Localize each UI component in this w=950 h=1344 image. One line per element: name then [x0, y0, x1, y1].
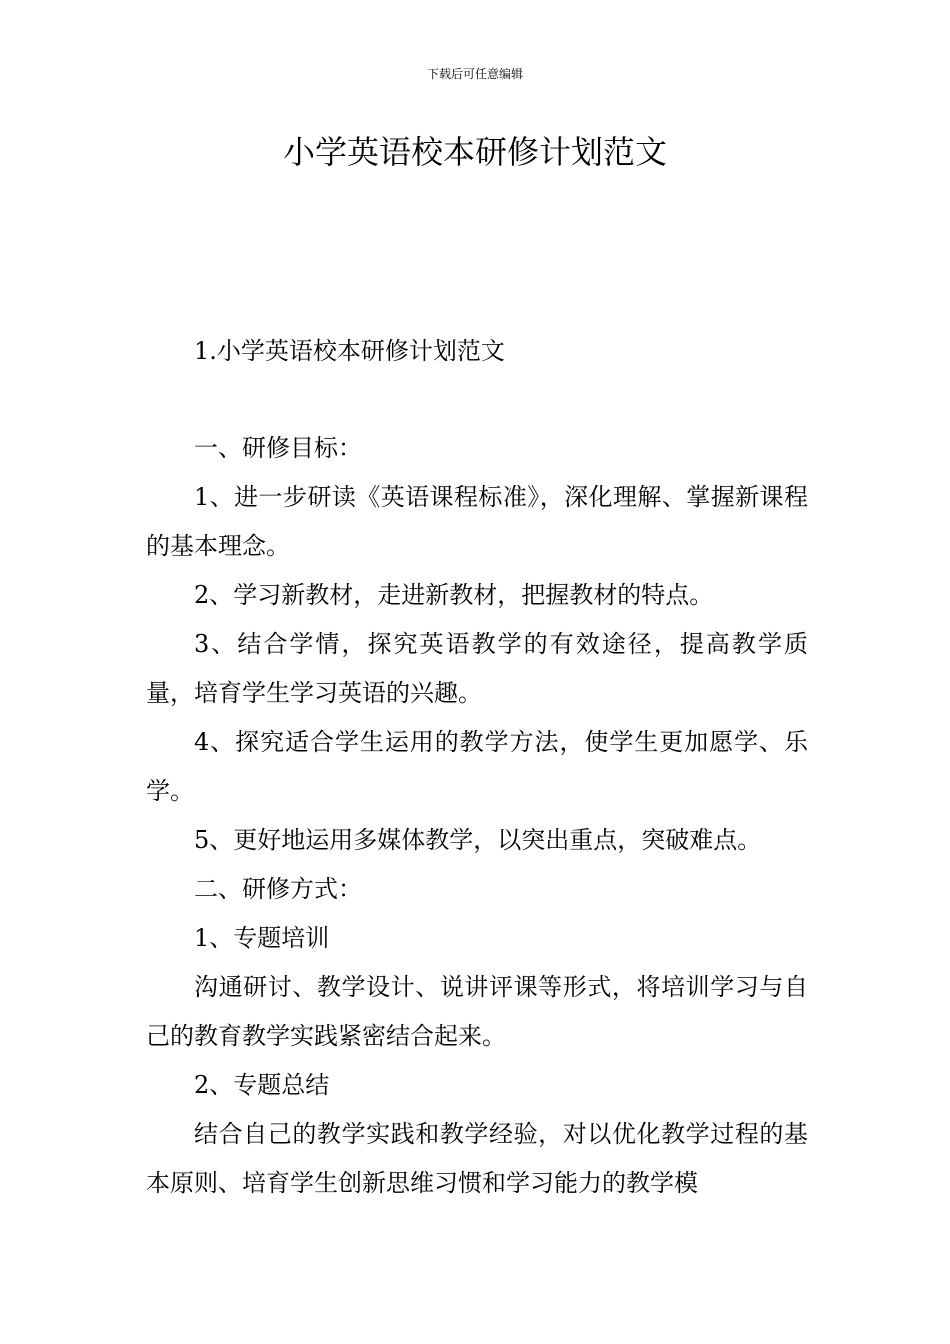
paragraph: 2、专题总结: [194, 1071, 330, 1099]
paragraph: 1、专题培训: [194, 924, 330, 952]
paragraph: 二、研修方式：: [194, 875, 362, 903]
section-heading: 1.小学英语校本研修计划范文: [194, 337, 505, 365]
document-title: 小学英语校本研修计划范文: [282, 133, 667, 171]
paragraph: 沟通研讨、教学设计、说讲评课等形式，将培训学习与自己的教育教学实践紧密结合起来。: [146, 973, 808, 1050]
paragraph: 5、更好地运用多媒体教学，以突出重点，突破难点。: [194, 826, 762, 854]
section-heading-block: [146, 327, 808, 376]
paragraph: 1、进一步研读《英语课程标准》，深化理解、掌握新课程的基本理念。: [146, 483, 808, 560]
paragraph: 3、结合学情，探究英语教学的有效途径，提高教学质量，培育学生学习英语的兴趣。: [146, 630, 808, 707]
document-body: [146, 424, 808, 1208]
header-note: 下载后可任意编辑: [426, 67, 523, 81]
paragraph: 一、研修目标：: [194, 434, 362, 462]
paragraph: 结合自己的教学实践和教学经验，对以优化教学过程的基本原则、培育学生创新思维习惯和学习能力的教学模: [146, 1120, 808, 1197]
paragraph: 2、学习新教材，走进新教材，把握教材的特点。: [194, 581, 714, 609]
paragraph: 4、探究适合学生运用的教学方法，使学生更加愿学、乐学。: [146, 728, 808, 805]
